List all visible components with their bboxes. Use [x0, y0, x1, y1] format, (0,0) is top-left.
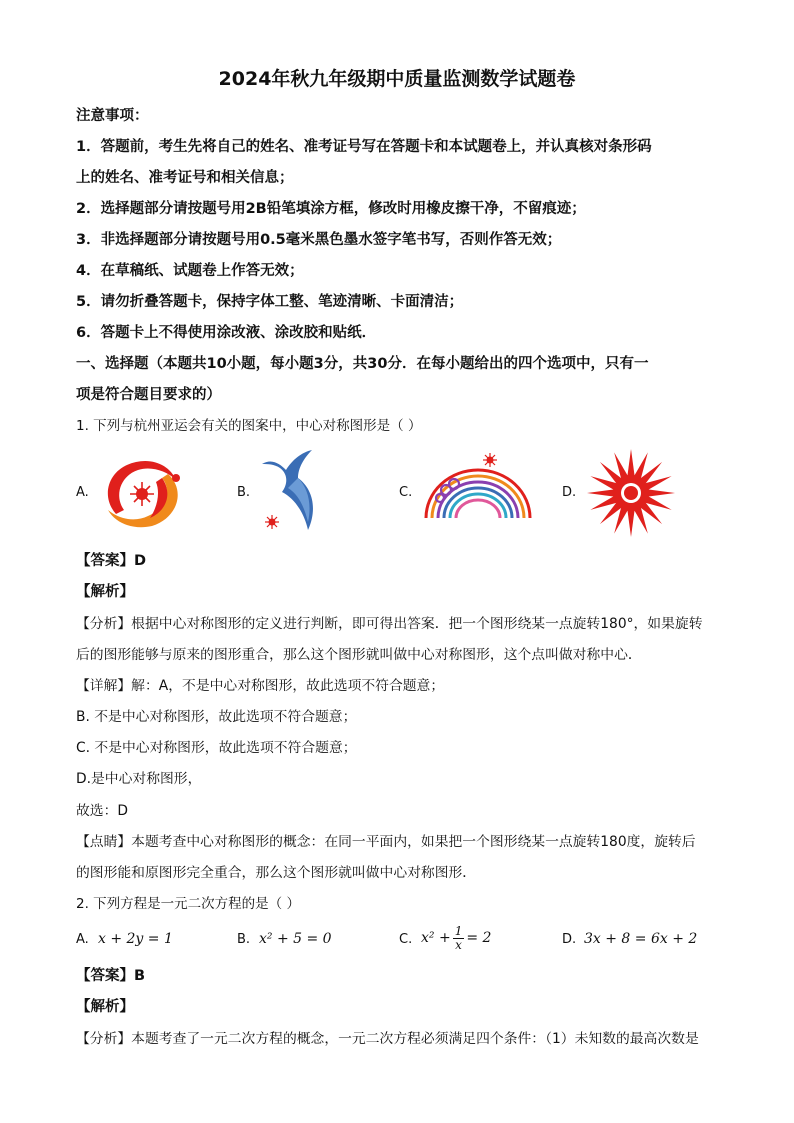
- notice-item-6: 6．答题卡上不得使用涂改液、涂改胶和贴纸．: [76, 325, 377, 341]
- q2-option-c-expr: [421, 918, 491, 958]
- q1-figure-a-dragon-emblem: [96, 452, 188, 534]
- q1-answer-text: 【答案】D: [76, 553, 147, 569]
- q1-analysis-line2: 后的图形能够与原来的图形重合，那么这个图形就叫做中心对称图形，这个点叫做对称中心．: [76, 647, 642, 663]
- q2-option-a-label: A.: [76, 932, 89, 947]
- q2-analysis-heading: 【解析】: [76, 999, 134, 1015]
- q1-detail-line1: 【详解】解：A，不是中心对称图形，故此选项不符合题意；: [76, 678, 445, 694]
- notice-item-1-cont: 上的姓名、准考证号和相关信息；: [76, 170, 294, 186]
- q2-option-c-label: C.: [399, 932, 413, 947]
- q2-option-b-label: B.: [237, 932, 251, 947]
- q1-figure-b-fish-emblem: [258, 446, 328, 534]
- notice-item-2: 2．选择题部分请按题号用2B铅笔填涂方框，修改时用橡皮擦干净，不留痕迹；: [76, 201, 586, 217]
- q1-choose: 故选：D: [76, 803, 129, 819]
- question-2-stem: 2. 下列方程是一元二次方程的是（ ）: [76, 896, 300, 912]
- q1-analysis-line1: 【分析】根据中心对称图形的定义进行判断，即可得出答案．把一个图形绕某一点旋转180°，如果旋转: [76, 616, 703, 632]
- page-title: 2024年秋九年级期中质量监测数学试题卷: [218, 68, 576, 90]
- question-1-stem: 1. 下列与杭州亚运会有关的图案中，中心对称图形是（ ）: [76, 418, 422, 434]
- q1-option-c-label: C.: [399, 485, 413, 500]
- q1-option-b-label: B.: [237, 485, 251, 500]
- q1-figure-d-sun-emblem: [586, 448, 676, 538]
- notice-item-4: 4．在草稿纸、试题卷上作答无效；: [76, 263, 304, 279]
- q1-detail-line4: D.是中心对称图形，: [76, 771, 202, 787]
- section-heading-line2: 项是符合题目要求的）: [76, 387, 221, 403]
- notice-heading: 注意事项：: [76, 108, 149, 124]
- q1-comment-line1: 【点睛】本题考查中心对称图形的概念：在同一平面内，如果把一个图形绕某一点旋转180度，旋转后: [76, 834, 696, 850]
- q2-option-c-denominator: x: [455, 937, 462, 952]
- q1-answer: [76, 551, 726, 571]
- notice-item-1: 1．答题前，考生先将自己的姓名、准考证号写在答题卡和本试题卷上，并认真核对条形码: [76, 139, 652, 155]
- q1-detail-line3: C. 不是中心对称图形，故此选项不符合题意；: [76, 740, 357, 756]
- q2-option-c-pre: x² +: [421, 930, 451, 946]
- section-heading-line1: 一、选择题（本题共10小题，每小题3分，共30分．在每小题给出的四个选项中，只有一: [76, 356, 649, 372]
- q2-option-c-fraction: [453, 925, 465, 952]
- q1-analysis-heading: 【解析】: [76, 584, 134, 600]
- q2-answer: [76, 966, 726, 986]
- q2-option-a-expr: x + 2y = 1: [98, 931, 173, 947]
- q2-option-d-label: D.: [562, 932, 577, 947]
- q2-answer-text: 【答案】B: [76, 968, 146, 984]
- notice-item-5: 5．请勿折叠答题卡，保持字体工整、笔迹清晰、卡面清洁；: [76, 294, 464, 310]
- q1-option-d-label: D.: [562, 485, 577, 500]
- q2-option-c-numerator: 1: [454, 923, 463, 938]
- q1-figure-c-rainbow-emblem: [420, 450, 532, 522]
- q2-option-b-expr: x² + 5 = 0: [259, 931, 332, 947]
- q2-option-c-post: = 2: [466, 930, 492, 946]
- q1-comment-line2: 的图形能和原图形完全重合，那么这个图形就叫做中心对称图形．: [76, 865, 477, 881]
- q1-option-a-label: A.: [76, 485, 89, 500]
- notice-item-3: 3．非选择题部分请按题号用0.5毫米黑色墨水签字笔书写，否则作答无效；: [76, 232, 562, 248]
- q2-analysis-line1: 【分析】本题考查了一元二次方程的概念，一元二次方程必须满足四个条件：（1）未知数的最高次数是: [76, 1031, 699, 1047]
- q1-detail-line2: B. 不是中心对称图形，故此选项不符合题意；: [76, 709, 357, 725]
- q2-option-d-expr: 3x + 8 = 6x + 2: [584, 931, 698, 947]
